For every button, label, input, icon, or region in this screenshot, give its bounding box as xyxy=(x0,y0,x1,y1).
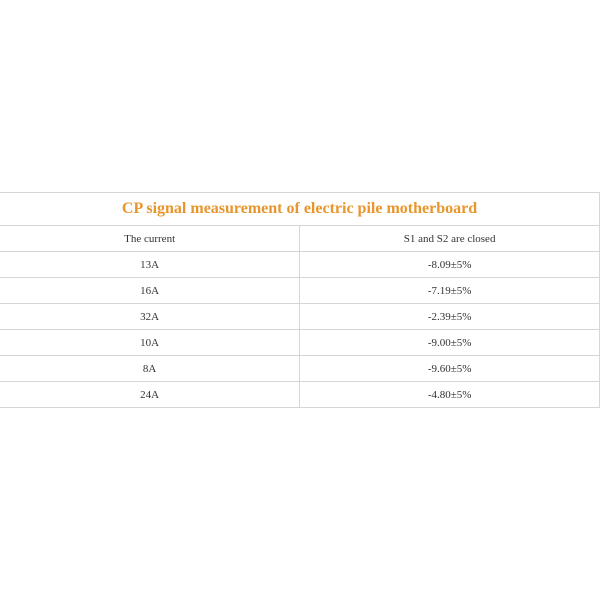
measurement-cell: -9.00±5% xyxy=(300,330,600,356)
measurement-cell: -2.39±5% xyxy=(300,304,600,330)
current-cell: 16A xyxy=(0,278,300,304)
table-row xyxy=(0,330,600,356)
current-cell: 24A xyxy=(0,382,300,408)
current-cell: 10A xyxy=(0,330,300,356)
table-header-row xyxy=(0,226,600,252)
measurement-cell: -7.19±5% xyxy=(300,278,600,304)
measurement-table-container xyxy=(0,192,600,408)
table-row xyxy=(0,382,600,408)
measurement-table xyxy=(0,192,600,408)
measurement-cell: -4.80±5% xyxy=(300,382,600,408)
table-row xyxy=(0,278,600,304)
measurement-cell: -9.60±5% xyxy=(300,356,600,382)
current-cell: 32A xyxy=(0,304,300,330)
table-title-row xyxy=(0,193,600,226)
table-row xyxy=(0,304,600,330)
table-title: CP signal measurement of electric pile motherboard xyxy=(0,193,600,226)
header-s1-s2-closed: S1 and S2 are closed xyxy=(300,226,600,252)
header-current: The current xyxy=(0,226,300,252)
current-cell: 8A xyxy=(0,356,300,382)
measurement-cell: -8.09±5% xyxy=(300,252,600,278)
current-cell: 13A xyxy=(0,252,300,278)
table-row xyxy=(0,252,600,278)
table-row xyxy=(0,356,600,382)
